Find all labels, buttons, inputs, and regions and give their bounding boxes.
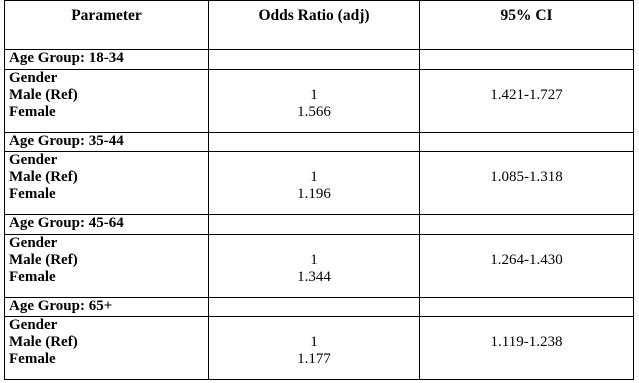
odds-ratio-table (4, 0, 634, 380)
gender-label: Gender (9, 152, 58, 169)
gender-block-row (5, 69, 634, 132)
gender-params (5, 152, 209, 215)
group-row (5, 297, 634, 317)
group-label: Age Group: 45-64 (5, 215, 209, 235)
female-label: Female (9, 268, 56, 285)
female-odds: 1.196 (297, 186, 331, 203)
group-label: Age Group: 35-44 (5, 132, 209, 152)
gender-block-row (5, 317, 634, 380)
male-label: Male (Ref) (9, 169, 78, 186)
group-label: Age Group: 65+ (5, 297, 209, 317)
female-label: Female (9, 186, 56, 203)
ci-cell (420, 234, 634, 297)
ci-value: 1.119-1.238 (490, 334, 563, 351)
ci-cell (420, 152, 634, 215)
gender-label: Gender (9, 234, 58, 251)
male-label: Male (Ref) (9, 334, 78, 351)
gender-params (5, 234, 209, 297)
ci-cell (420, 69, 634, 132)
male-label: Male (Ref) (9, 251, 78, 268)
odds-cell (209, 152, 420, 215)
header-parameter: Parameter (5, 1, 209, 50)
gender-params (5, 69, 209, 132)
male-label: Male (Ref) (9, 86, 78, 103)
gender-params (5, 317, 209, 380)
odds-cell (209, 317, 420, 380)
ci-value: 1.421-1.727 (490, 86, 563, 103)
group-label: Age Group: 18-34 (5, 50, 209, 70)
gender-block-row (5, 152, 634, 215)
male-odds: 1 (310, 86, 318, 103)
odds-cell (209, 234, 420, 297)
ci-value: 1.264-1.430 (490, 251, 563, 268)
group-row (5, 132, 634, 152)
odds-cell (209, 69, 420, 132)
ci-cell (420, 317, 634, 380)
header-ci: 95% CI (420, 1, 634, 50)
female-odds: 1.566 (297, 103, 331, 120)
group-row (5, 50, 634, 70)
ci-value: 1.085-1.318 (490, 169, 563, 186)
female-label: Female (9, 103, 56, 120)
gender-label: Gender (9, 317, 58, 334)
gender-label: Gender (9, 69, 58, 86)
header-odds-ratio: Odds Ratio (adj) (209, 1, 420, 50)
male-odds: 1 (310, 169, 318, 186)
group-row (5, 215, 634, 235)
female-odds: 1.177 (297, 351, 331, 368)
header-row (5, 1, 634, 50)
female-odds: 1.344 (297, 268, 331, 285)
male-odds: 1 (310, 251, 318, 268)
male-odds: 1 (310, 334, 318, 351)
female-label: Female (9, 351, 56, 368)
gender-block-row (5, 234, 634, 297)
